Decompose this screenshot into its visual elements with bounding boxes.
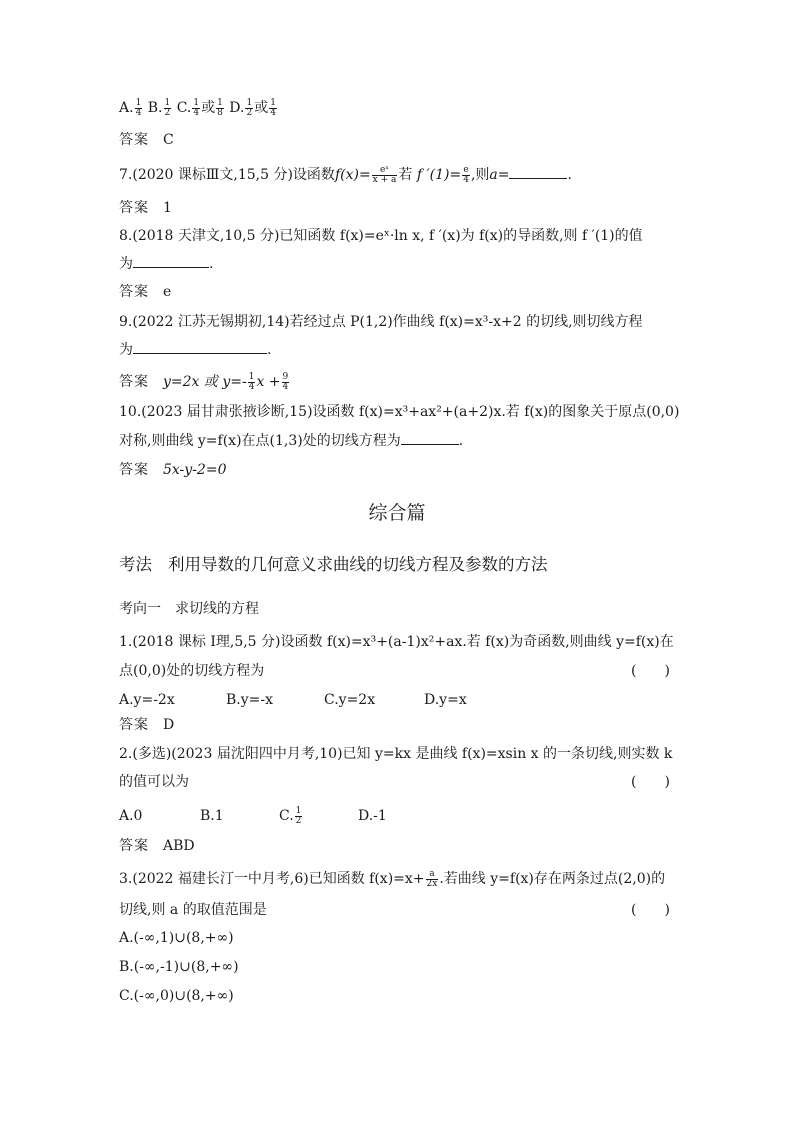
problem-2-options: A.0 B.1 C. $\frac{1}{2}$ D.-1 bbox=[119, 805, 387, 826]
question-10-line2: 对称,则曲线 y=f(x)在点(1,3)处的切线方程为 . bbox=[119, 433, 464, 449]
problem-3-option-a: A.(-∞,1)∪(8,+∞) bbox=[119, 930, 234, 946]
answer-q10: 答案 5x-y-2=0 bbox=[119, 462, 227, 478]
answer-q9: 答案 y=2x 或 y=- $\frac{1}{4}$ x + $\frac{9}{4}$ bbox=[119, 371, 289, 392]
answer-q6: 答案 C bbox=[119, 132, 174, 148]
problem-3-option-b: B.(-∞,-1)∪(8,+∞) bbox=[119, 959, 239, 975]
problem-2-line1: 2.(多选)(2023 届沈阳四中月考,10)已知 y=kx 是曲线 f(x)=xsin x 的一条切线,则实数 k bbox=[119, 746, 673, 762]
choice-brackets: ( ) bbox=[631, 663, 670, 679]
method-heading: 考法 利用导数的几何意义求曲线的切线方程及参数的方法 bbox=[119, 555, 548, 574]
answer-blank bbox=[133, 341, 267, 354]
choice-brackets: ( ) bbox=[631, 774, 670, 790]
question-8-line2: 为 . bbox=[119, 256, 214, 272]
question-7: 7.(2020 课标Ⅲ文,15,5 分)设函数f(x)= $\frac{\text{eˣ}}{x + a}$ 若 f ′(1)= $\frac{e}{4}$ ,则a= . bbox=[119, 164, 572, 185]
answer-blank bbox=[401, 432, 459, 445]
choice-brackets: ( ) bbox=[631, 902, 670, 918]
problem-3-line2: 切线,则 a 的取值范围是 bbox=[119, 902, 267, 918]
question-9-line2: 为 . bbox=[119, 342, 272, 358]
question-8-line1: 8.(2018 天津文,10,5 分)已知函数 f(x)=eˣ·ln x, f ′(x)为 f(x)的导函数,则 f ′(1)的值 bbox=[119, 228, 643, 244]
prev-question-options: A. $\frac{1}{4}$ B. $\frac{1}{2}$ C. $\frac{1}{4}$ 或 $\frac{1}{8}$ D. $\frac{1}{2}$ 或 $\frac{1}{4}$ bbox=[119, 97, 276, 118]
answer-blank bbox=[509, 166, 567, 179]
question-10-line1: 10.(2023 届甘肃张掖诊断,15)设函数 f(x)=x³+ax²+(a+2)x.若 f(x)的图象关于原点(0,0) bbox=[119, 404, 680, 420]
direction-heading: 考向一 求切线的方程 bbox=[119, 601, 259, 617]
problem-3-option-c: C.(-∞,0)∪(8,+∞) bbox=[119, 988, 234, 1004]
problem-1-options: A.y=-2x B.y=-x C.y=2x D.y=x bbox=[119, 692, 467, 708]
problem-2-line2: 的值可以为 bbox=[119, 774, 189, 790]
answer-q8: 答案 e bbox=[119, 284, 172, 300]
question-9-line1: 9.(2022 江苏无锡期初,14)若经过点 P(1,2)作曲线 f(x)=x³-x+2 的切线,则切线方程 bbox=[119, 314, 643, 330]
answer-p2: 答案 ABD bbox=[119, 838, 195, 854]
problem-1-line1: 1.(2018 课标 Ⅰ理,5,5 分)设函数 f(x)=x³+(a-1)x²+ax.若 f(x)为奇函数,则曲线 y=f(x)在 bbox=[119, 634, 674, 650]
problem-3-line1: 3.(2022 福建长汀一中月考,6)已知函数 f(x)=x+ $\frac{a}{2x}$ .若曲线 y=f(x)存在两条过点(2,0)的 bbox=[119, 868, 666, 889]
answer-q7: 答案 1 bbox=[119, 200, 172, 216]
answer-blank bbox=[133, 255, 209, 268]
answer-p1: 答案 D bbox=[119, 717, 175, 733]
section-title: 综合篇 bbox=[368, 502, 426, 524]
problem-1-line2: 点(0,0)处的切线方程为 bbox=[119, 663, 265, 679]
